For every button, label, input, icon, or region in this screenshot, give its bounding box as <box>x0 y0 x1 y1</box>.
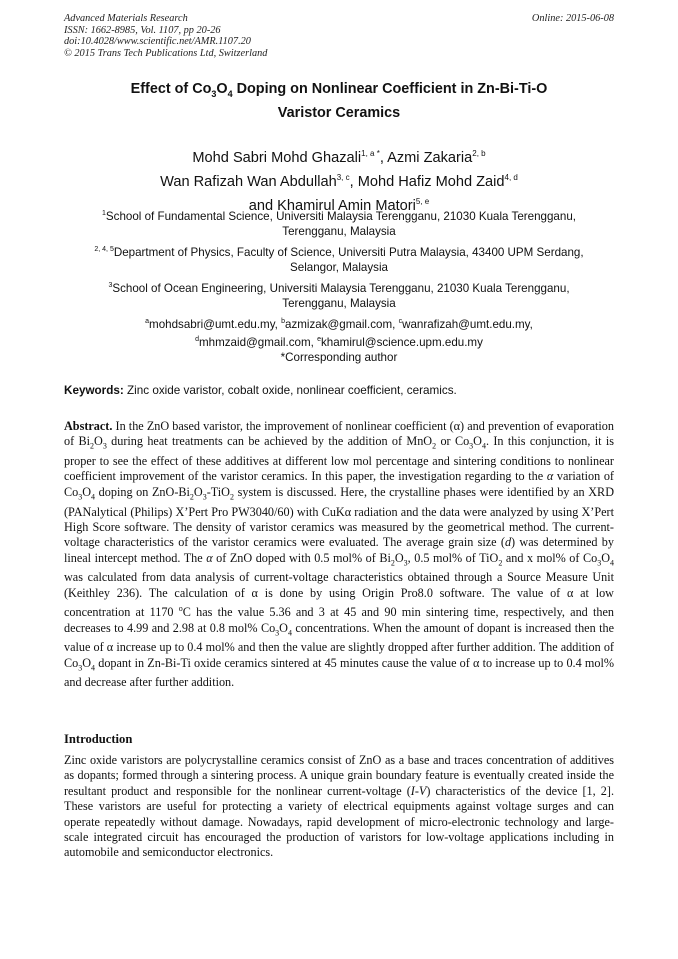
email-e: khamirul@science.upm.edu.my <box>320 336 483 350</box>
paper-title: Effect of $Co_3O_4$ Doping on Nonlinear Coefficient in Zn-Bi-Ti-O Varistor Ceramics <box>64 80 614 123</box>
author-3: Wan Rafizah Wan Abdullah <box>160 173 337 190</box>
abstract: Abstract. In the ZnO based varistor, the improvement of nonlinear coefficient (α) and prevention of evaporation of $Bi_2O_3$ during heat treatments can be achieved by the addition of MnO$_2$ or $Co_3O_4$. In this conjunction, it is proper to see the effect of these additives at different low mol percentage and sintering conditions to nonlinear coefficient improvement of the varistor ceramics. In this paper, the investigation regarding to the α variation of $Co_3O_4$ doping on ZnO-$Bi_2O_3-TiO_2$ system is discussed. Here, the crystalline phases were identified by an XRD (PANalytical (Philips) X’Pert Pro PW3040/60) with CuKα radiation and the data were analyzed by using X’Pert High Score software. The density of varistor ceramics was measured by the geometrical method. The current-voltage characteristics of the varistor ceramics were evaluated. The average grain size (d) was determined by lineal intercept method. The α of ZnO doped with 0.5 mol% of $Bi_2O_3$, 0.5 mol% of TiO$_2$ and x mol% of $Co_3O_4$ was calculated from data analysis of current-voltage characteristics obtained through a Source Measure Unit (Keithley 236). The calculation of α is done by using Origin Pro8.0 software. The value of α at low concentration at 1170 $^o$C has the value 5.36 and 3 at 45 and 90 min sintering time, respectively, and then decreases to 4.99 and 2.98 at 0.8 mol% $Co_3O_4$ concentrations. When the amount of dopant is increased then the value of α increase up to 0.4 mol% and then the value are slightly dropped after further addition. The addition of $Co_3O_4$ dopant in Zn-Bi-Ti oxide ceramics sintered at 45 minutes cause the value of α to increase up to 0.4 mol% and decrease after further addition. <box>64 419 614 690</box>
keywords: Keywords: Zinc oxide varistor, cobalt oxide, nonlinear coefficient, ceramics. <box>64 384 457 397</box>
abstract-label: Abstract. <box>64 419 113 433</box>
introduction-paragraph: Zinc oxide varistors are polycrystalline ceramics consist of ZnO as a base and traces concentration of additives as dopants; formed through a sintering process. A unique grain boundary feature is eventually created inside the resultant product and responsible for the nonlinear current-voltage (I-V) characteristics of the device [1, 2]. These varistors are useful for protecting a variety of electrical equipments against voltage surges and can operate repeatedly without damage. Nowadays, rapid development of micro-electronic technology and large-scale integrated circuit has encouraged the production of varistors for low-voltage applications including in automobile and semiconductor electronics. <box>64 753 614 860</box>
author-1: Mohd Sabri Mohd Ghazali <box>192 149 362 166</box>
author-list: Mohd Sabri Mohd Ghazali$^{1, a *}$, Azmi Zakaria$^{2, b}$ Wan Rafizah Wan Abdullah$^{3, c}$, Mohd Hafiz Mohd Zaid$^{4, d}$ and Khamirul Amin Matori$^{5, e}$ <box>160 149 518 214</box>
introduction-heading: Introduction <box>64 732 133 746</box>
email-c: wanrafizah@umt.edu.my, <box>402 317 533 331</box>
email-d: mhmzaid@gmail.com, <box>199 336 318 350</box>
online-date: Online: 2015-06-08 <box>531 13 614 24</box>
email-list: $^a$mohdsabri@umt.edu.my, $^b$azmizak@gmail.com, $^c$wanrafizah@umt.edu.my, $^d$mhmzaid@gmail.com, $^e$khamirul@science.upm.edu.my <box>145 317 533 350</box>
copyright-line: © 2015 Trans Tech Publications Ltd, Switzerland <box>64 47 268 59</box>
affiliation-2: $^{2, 4, 5}$Department of Physics, Faculty of Science, Universiti Putra Malaysia, 43400 UPM Serdang, Selangor, Malaysia <box>94 245 584 275</box>
author-2: , Azmi Zakaria <box>379 149 473 166</box>
journal-header <box>64 13 614 59</box>
journal-name: Advanced Materials Research <box>64 13 188 24</box>
title-line-2: Varistor Ceramics <box>277 104 401 121</box>
author-4: , Mohd Hafiz Mohd Zaid <box>349 173 505 190</box>
affiliation-3: $^3$School of Ocean Engineering, Universiti Malaysia Terengganu, 21030 Kuala Terengganu, Terengganu, Malaysia <box>108 281 570 311</box>
author-5: and Khamirul Amin Matori <box>248 197 416 214</box>
issn-line: ISSN: 1662-8985, Vol. 1107, pp 20-26 <box>64 24 221 36</box>
email-a: mohdsabri@umt.edu.my, <box>149 317 282 331</box>
doi-line: doi:10.4028/www.scientific.net/AMR.1107.20 <box>64 36 251 48</box>
affiliation-1: $^1$School of Fundamental Science, Universiti Malaysia Terengganu, 21030 Kuala Terengganu, Terengganu, Malaysia <box>102 209 576 239</box>
email-b: azmizak@gmail.com, <box>285 317 399 331</box>
corresponding-author-note: *Corresponding author <box>280 351 398 364</box>
